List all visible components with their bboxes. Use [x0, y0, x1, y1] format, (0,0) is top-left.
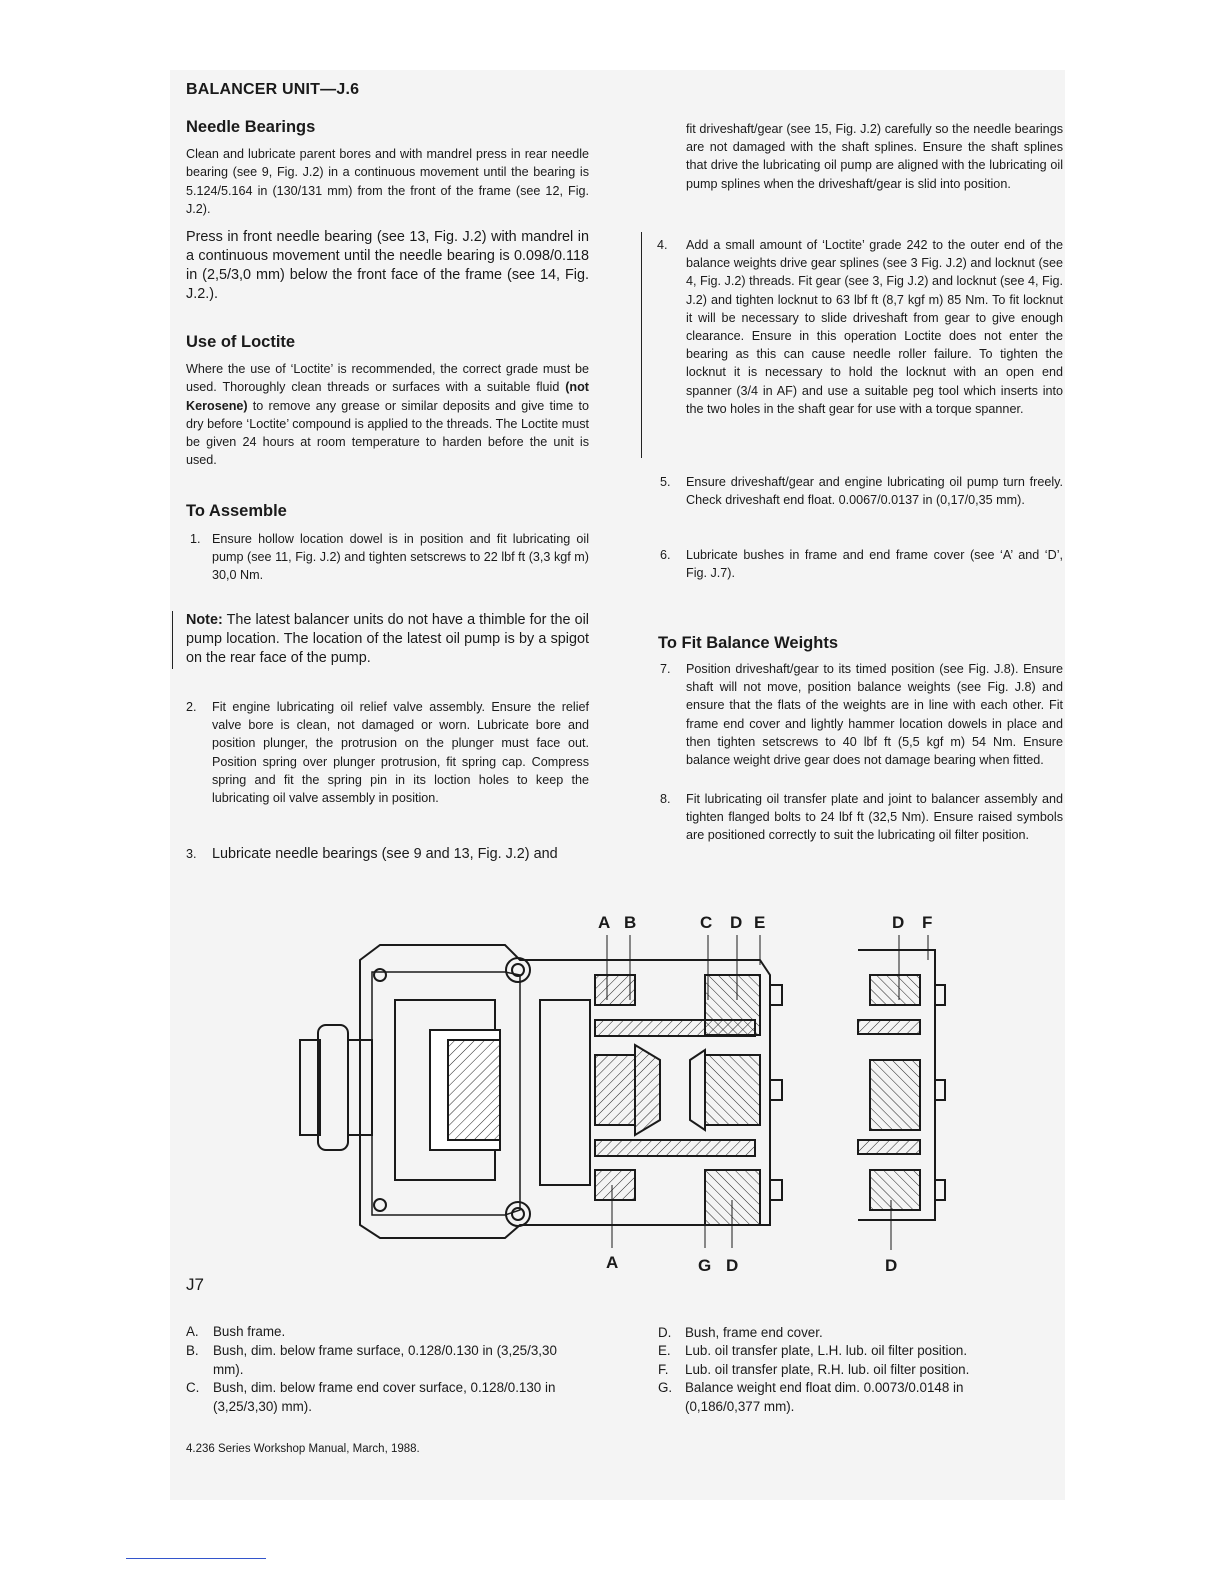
label-d-side-bottom: D	[885, 1256, 898, 1275]
legend-key-a: A.	[186, 1324, 199, 1339]
legend-item-b	[186, 1342, 566, 1380]
step-3-number: 3.	[186, 847, 197, 861]
step-5-number: 5.	[660, 475, 671, 489]
note-label: Note:	[186, 612, 223, 628]
figure-id: J7	[186, 1275, 204, 1294]
legend-item-a	[186, 1323, 566, 1343]
footnote-separator	[126, 1558, 266, 1559]
step-2-number: 2.	[186, 700, 197, 714]
label-a-bottom: A	[606, 1253, 619, 1272]
step-3-continued-text: fit driveshaft/gear (see 15, Fig. J.2) carefully so the needle bearings are not damaged with the shaft splines. Ensure the shaft splines that drive the lubricating oil pump are aligned with the lubricating oil pump splines when the driveshaft/gear is slid into position.	[686, 122, 1063, 191]
label-g-bottom: G	[698, 1256, 712, 1275]
label-e-top: E	[754, 913, 766, 932]
fit-weights-title: To Fit Balance Weights	[658, 634, 838, 652]
page-footer: 4.236 Series Workshop Manual, March, 1988.	[186, 1443, 420, 1455]
legend-item-e	[658, 1342, 1058, 1362]
step-6-number: 6.	[660, 548, 671, 562]
loctite-para-b: to remove any grease or similar deposits and give time to dry before ‘Loctite’ compound is applied to the threads. The Loctite must be given 24 hours at room temperature to harden before the unit is used.	[186, 398, 589, 468]
legend-text-g: Balance weight end float dim. 0.0073/0.0148 in (0,186/0,377 mm).	[685, 1380, 964, 1414]
step-4-number: 4.	[657, 238, 668, 252]
step-1-text: Ensure hollow location dowel is in position and fit lubricating oil pump (see 11, Fig. J.2) and tighten setscrews to 22 lbf ft (3,3 kgf m) 30,0 Nm.	[212, 532, 589, 583]
legend-text-e: Lub. oil transfer plate, L.H. lub. oil filter position.	[685, 1343, 968, 1358]
step-5-text: Ensure driveshaft/gear and engine lubricating oil pump turn freely. Check driveshaft end float. 0.0067/0.0137 in (0,17/0,35 mm).	[686, 475, 1063, 508]
step-2-text: Fit engine lubricating oil relief valve assembly. Ensure the relief valve bore is clean, not damaged or worn. Lubricate bore and position plunger, the protrusion on the plunger must face out. Position spring over plunger protrusion, fit spring cap. Compress spring and fit the spring pin in its loction holes to keep the lubricating oil valve assembly in position.	[212, 700, 589, 806]
legend-key-c: C.	[186, 1380, 200, 1395]
step-1-number: 1.	[190, 532, 201, 546]
label-f-side: F	[922, 913, 933, 932]
needle-bearings-para1: Clean and lubricate parent bores and with mandrel press in rear needle bearing (see 9, Fig. J.2) in a continuous movement until the bearing is 5.124/5.164 in (130/131 mm) from the front of the frame (see 12, Fig. J.2).	[186, 147, 589, 216]
legend-key-e: E.	[658, 1343, 671, 1358]
step-4-text: Add a small amount of ‘Loctite’ grade 242 to the outer end of the balance weights drive gear splines (see 3 Fig. J.2) and locknut (see 4, Fig. J.2) threads. Fit gear (see 3, Fig J.2) and locknut (see 4, Fig. J.2) and tighten locknut to 63 lbf ft (8,7 kgf m) 85 Nm. To fit locknut it will be necessary to slide driveshaft from gear to give enough clearance. Ensure in this operation Loctite does not enter the bearing as this can cause needle roller failure. To tighten the locknut it is necessary to hold the locknut with an open end spanner (3/4 in AF) and use a suitable peg tool which inserts into the two holes in the shaft gear for use with a torque spanner.	[686, 238, 1063, 416]
loctite-title: Use of Loctite	[186, 333, 296, 351]
legend-item-f	[658, 1361, 1058, 1381]
loctite-para-a: Where the use of ‘Loctite’ is recommended, the correct grade must be used. Thoroughly clean threads or surfaces with a suitable fluid	[186, 362, 589, 395]
step-6-text: Lubricate bushes in frame and end frame cover (see ‘A’ and ‘D’, Fig. J.7).	[686, 548, 1063, 581]
legend-key-b: B.	[186, 1343, 199, 1358]
assemble-title: To Assemble	[186, 502, 287, 520]
legend-text-b: Bush, dim. below frame surface, 0.128/0.130 in (3,25/3,30 mm).	[213, 1343, 557, 1377]
label-b-top: B	[624, 913, 637, 932]
step-3-text: Lubricate needle bearings (see 9 and 13, Fig. J.2) and	[212, 846, 558, 862]
legend-item-c	[186, 1379, 566, 1417]
legend-item-g	[658, 1379, 1058, 1417]
legend-item-d	[658, 1324, 1058, 1344]
step-8-number: 8.	[660, 792, 671, 806]
legend-key-f: F.	[658, 1362, 669, 1377]
legend-text-a: Bush frame.	[213, 1324, 286, 1339]
step-8-text: Fit lubricating oil transfer plate and joint to balancer assembly and tighten flanged bolts to 24 lbf ft (32,5 Nm). Ensure raised symbols are positioned correctly to suit the lubricating oil filter position.	[686, 792, 1063, 843]
needle-bearings-title: Needle Bearings	[186, 118, 316, 136]
label-c-top: C	[700, 913, 713, 932]
note-text: The latest balancer units do not have a thimble for the oil pump location. The location of the latest oil pump is by a spigot on the rear face of the pump.	[186, 612, 589, 666]
label-d-side: D	[892, 913, 905, 932]
legend-key-d: D.	[658, 1325, 672, 1340]
step-7-text: Position driveshaft/gear to its timed position (see Fig. J.8). Ensure shaft will not move, position balance weights (see Fig. J.8) and ensure that the flats of the weights are in line with each other. Fit frame end cover and lightly hammer location dowels in place and then tighten setscrews to 40 lbf ft (5,5 kgf m) 54 Nm. Ensure balance weight drive gear does not damage bearing when fitted.	[686, 662, 1063, 768]
main-assembly-drawing	[300, 935, 782, 1248]
label-a-top: A	[598, 913, 611, 932]
needle-bearings-para2: Press in front needle bearing (see 13, Fig. J.2) with mandrel in a continuous movement until the needle bearing is 0.098/0.118 in (2,5/3,0 mm) below the front face of the frame (see 14, Fig. J.2.).	[186, 229, 589, 303]
legend-text-c: Bush, dim. below frame end cover surface, 0.128/0.130 in (3,25/3,30) mm).	[213, 1380, 556, 1414]
page-header: BALANCER UNIT—J.6	[186, 81, 360, 98]
label-d-top: D	[730, 913, 743, 932]
legend-key-g: G.	[658, 1380, 673, 1395]
step-7-number: 7.	[660, 662, 671, 676]
loctite-para-bold: (not Kerosene)	[186, 380, 589, 413]
label-d-bottom: D	[726, 1256, 739, 1275]
side-detail-drawing	[858, 935, 945, 1250]
legend-text-f: Lub. oil transfer plate, R.H. lub. oil filter position.	[685, 1362, 970, 1377]
legend-text-d: Bush, frame end cover.	[685, 1325, 823, 1340]
